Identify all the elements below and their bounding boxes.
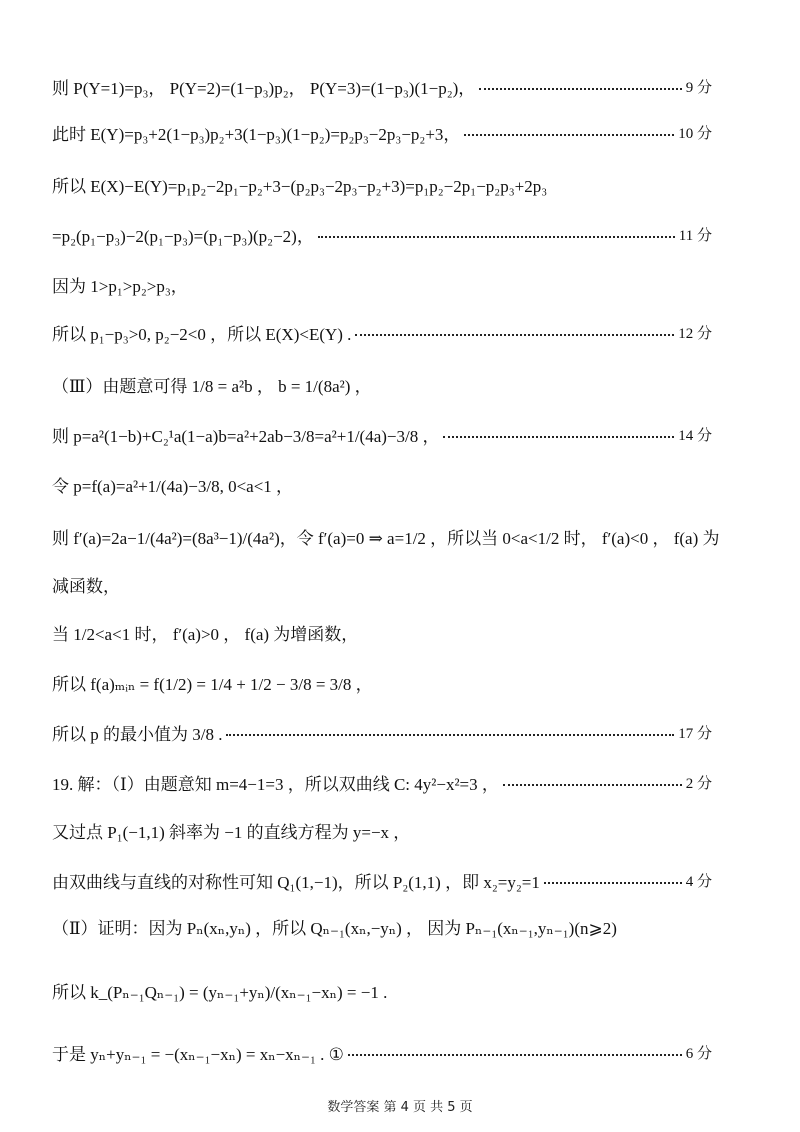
solution-text: 所以 k_(Pₙ₋₁Qₙ₋₁) = (yₙ₋₁+yₙ)/(xₙ₋₁−xₙ) = −1 . <box>52 982 388 1002</box>
solution-text: 19. 解：（Ⅰ）由题意知 m=4−1=3 ，所以双曲线 C: 4y²−x²=3 ， <box>52 774 499 794</box>
solution-line <box>52 813 712 847</box>
solution-line <box>52 367 712 401</box>
solution-text: 所以 f(a)ₘᵢₙ = f(1/2) = 1/4 + 1/2 − 3/8 = 3/8 ， <box>52 674 373 694</box>
score-mark: 10 分 <box>678 125 712 142</box>
solution-text: 所以 E(X)−E(Y)=p₁p₂−2p₁−p₂+3−(p₂p₃−2p₃−p₂+3)=p₁p₂−2p₁−p₂p₃+2p₃ <box>52 176 548 196</box>
dot-leader <box>355 334 674 336</box>
solution-line <box>52 909 712 943</box>
dot-leader <box>464 134 674 136</box>
score-mark: 12 分 <box>678 325 712 342</box>
score-mark: 9 分 <box>685 79 712 96</box>
solution-text: 则 p=a²(1−b)+C₂¹a(1−a)b=a²+2ab−3/8=a²+1/(4a)−3/8 ， <box>52 426 440 446</box>
solution-line <box>52 665 712 699</box>
score-mark: 11 分 <box>678 227 712 244</box>
solution-line <box>52 267 712 301</box>
solution-text: 则 P(Y=1)=p₃， P(Y=2)=(1−p₃)p₂， P(Y=3)=(1−p₃)(1−p₂)， <box>52 78 476 98</box>
dot-leader <box>479 88 681 90</box>
solution-line <box>52 217 712 251</box>
dot-leader <box>318 236 675 238</box>
solution-line <box>52 315 712 349</box>
score-mark: 2 分 <box>685 775 712 792</box>
solution-line <box>52 615 712 649</box>
solution-text: 因为 1>p₁>p₂>p₃， <box>52 276 188 296</box>
solution-line <box>52 167 712 201</box>
score-mark: 6 分 <box>685 1045 712 1062</box>
solution-line <box>52 115 712 149</box>
solution-line <box>52 863 712 897</box>
solution-line <box>52 567 712 601</box>
solution-text: 减函数， <box>52 576 120 596</box>
solution-line <box>52 69 712 103</box>
solution-text: 由双曲线与直线的对称性可知 Q₁(1,−1)，所以 P₂(1,1) ，即 x₂=y₂=1 <box>52 872 540 892</box>
solution-text: （Ⅱ）证明：因为 Pₙ(xₙ,yₙ) ，所以 Qₙ₋₁(xₙ,−yₙ) ， 因为 Pₙ₋₁(xₙ₋₁,yₙ₋₁)(n⩾2) <box>52 918 617 938</box>
dot-leader <box>503 784 682 786</box>
solution-text: 此时 E(Y)=p₃+2(1−p₃)p₂+3(1−p₃)(1−p₂)=p₂p₃−2p₃−p₂+3， <box>52 124 461 144</box>
solution-text: 当 1/2<a<1 时， f′(a)>0 ， f(a) 为增函数， <box>52 624 359 644</box>
solution-text: 所以 p₁−p₃>0, p₂−2<0 ，所以 E(X)<E(Y) . <box>52 324 352 344</box>
solution-line <box>52 1035 712 1069</box>
solution-line <box>52 467 712 501</box>
solution-text: （Ⅲ）由题意可得 1/8 = a²b ， b = 1/(8a²) ， <box>52 376 372 396</box>
solution-line <box>52 765 712 799</box>
solution-text: 又过点 P₁(−1,1) 斜率为 −1 的直线方程为 y=−x ， <box>52 822 411 842</box>
score-mark: 17 分 <box>678 725 712 742</box>
solution-text: 于是 yₙ+yₙ₋₁ = −(xₙ₋₁−xₙ) = xₙ−xₙ₋₁ . ① <box>52 1044 344 1064</box>
score-mark: 4 分 <box>685 873 712 890</box>
page-footer: 数学答案 第 4 页 共 5 页 <box>327 1100 473 1115</box>
solution-text: 令 p=f(a)=a²+1/(4a)−3/8, 0<a<1 ， <box>52 476 294 496</box>
solution-line <box>52 519 720 553</box>
dot-leader <box>443 436 674 438</box>
solution-text: 则 f′(a)=2a−1/(4a²)=(8a³−1)/(4a²)，令 f′(a)=0 ⇒ a=1/2 ，所以当 0<a<1/2 时， f′(a)<0 ， f(a) 为 <box>52 528 720 548</box>
solution-text: 所以 p 的最小值为 3/8 . <box>52 724 223 744</box>
dot-leader <box>226 734 674 736</box>
solution-text: =p₂(p₁−p₃)−2(p₁−p₃)=(p₁−p₃)(p₂−2)， <box>52 226 314 246</box>
solution-line <box>52 973 712 1007</box>
solution-line <box>52 715 712 749</box>
dot-leader <box>544 882 682 884</box>
score-mark: 14 分 <box>678 427 712 444</box>
solution-line <box>52 417 712 451</box>
dot-leader <box>348 1054 682 1056</box>
